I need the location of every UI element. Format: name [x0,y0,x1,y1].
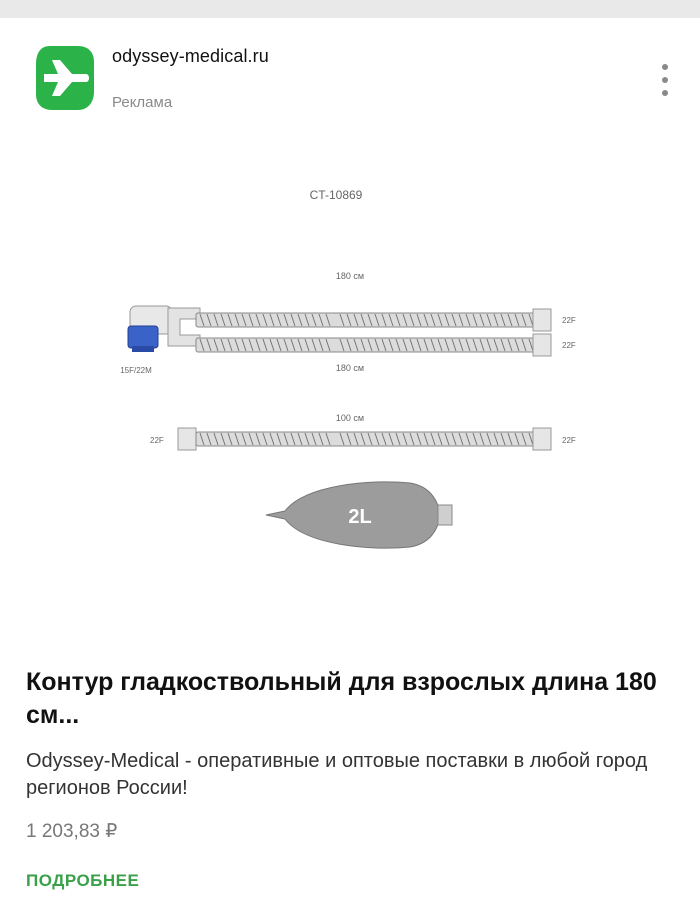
tube-single [178,428,551,450]
ad-description: Odyssey-Medical - оперативные и оптовые поставки в любой город регионов России! [26,750,648,799]
status-bar [0,0,700,18]
breathing-circuit-illustration [0,143,700,663]
tube-top [196,309,551,331]
connector-label-bottom: 22F [562,341,576,350]
odyssey-logo-icon [36,44,94,112]
more-options-button[interactable] [650,60,680,100]
ad-label: Реклама [112,94,173,111]
dot-icon [662,64,668,70]
ad-title[interactable]: Контур гладкоствольный для взрослых длина 180 см... [26,668,657,729]
connector-label-top: 22F [562,316,576,325]
tube-length-single: 100 см [335,413,365,423]
advertiser-name[interactable]: odyssey-medical.ru [112,46,269,66]
tube-bottom [196,334,551,356]
tube-length-bottom: 180 см [335,363,365,373]
dot-icon [662,77,668,83]
connector-label-left: 22F [150,436,164,445]
elbow-connector [128,306,200,352]
connector-label-right: 22F [562,436,576,445]
product-image[interactable] [0,143,700,663]
product-code: CT-10869 [309,188,363,202]
elbow-label: 15F/22M [120,366,152,375]
bag-volume-label: 2L [348,506,372,528]
price: 1 203,83 ₽ [26,821,118,842]
ad-card[interactable] [0,18,700,905]
dot-icon [662,90,668,96]
details-button[interactable]: ПОДРОБНЕЕ [26,871,140,890]
tube-length-top: 180 см [335,271,365,281]
